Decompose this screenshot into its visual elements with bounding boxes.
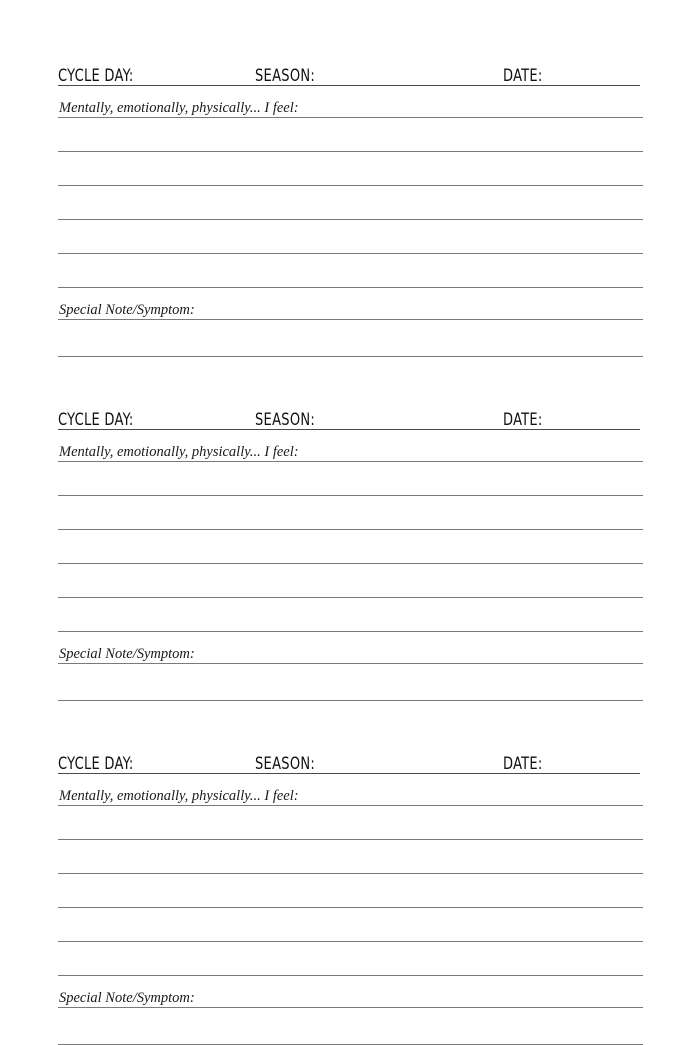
writing-line[interactable]: [58, 874, 643, 908]
writing-line[interactable]: [58, 220, 643, 254]
special-note-label: Special Note/Symptom:: [59, 645, 195, 662]
writing-line[interactable]: [58, 564, 643, 598]
cycle-day-label: CYCLE DAY:: [58, 409, 134, 429]
journal-entry-block: [58, 746, 643, 1045]
writing-line[interactable]: [58, 806, 643, 840]
feeling-prompt-row[interactable]: [58, 430, 643, 462]
entry-header-row: [58, 58, 640, 86]
date-label: DATE:: [503, 409, 543, 429]
writing-line[interactable]: [58, 598, 643, 632]
writing-line[interactable]: [58, 462, 643, 496]
season-label: SEASON:: [255, 753, 316, 773]
special-note-prompt-row[interactable]: [58, 976, 643, 1008]
season-label: SEASON:: [255, 409, 316, 429]
special-note-prompt-row[interactable]: [58, 288, 643, 320]
writing-line[interactable]: [58, 496, 643, 530]
cycle-day-label: CYCLE DAY:: [58, 65, 134, 85]
feeling-prompt-label: Mentally, emotionally, physically... I feel:: [59, 443, 299, 460]
special-note-line[interactable]: [58, 664, 643, 701]
entry-header-row: [58, 746, 640, 774]
special-note-prompt-row[interactable]: [58, 632, 643, 664]
writing-line[interactable]: [58, 942, 643, 976]
writing-line[interactable]: [58, 908, 643, 942]
writing-line[interactable]: [58, 152, 643, 186]
journal-entry-block: [58, 402, 643, 701]
season-label: SEASON:: [255, 65, 316, 85]
special-note-line[interactable]: [58, 320, 643, 357]
special-note-label: Special Note/Symptom:: [59, 989, 195, 1006]
feeling-prompt-row[interactable]: [58, 86, 643, 118]
writing-line[interactable]: [58, 840, 643, 874]
feeling-prompt-label: Mentally, emotionally, physically... I feel:: [59, 787, 299, 804]
special-note-line[interactable]: [58, 1008, 643, 1045]
journal-sheet: [58, 58, 643, 1045]
date-label: DATE:: [503, 753, 543, 773]
date-label: DATE:: [503, 65, 543, 85]
journal-entry-block: [58, 58, 643, 357]
special-note-label: Special Note/Symptom:: [59, 301, 195, 318]
writing-line[interactable]: [58, 254, 643, 288]
cycle-day-label: CYCLE DAY:: [58, 753, 134, 773]
feeling-prompt-row[interactable]: [58, 774, 643, 806]
writing-line[interactable]: [58, 530, 643, 564]
entry-header-row: [58, 402, 640, 430]
writing-line[interactable]: [58, 118, 643, 152]
writing-line[interactable]: [58, 186, 643, 220]
feeling-prompt-label: Mentally, emotionally, physically... I feel:: [59, 99, 299, 116]
